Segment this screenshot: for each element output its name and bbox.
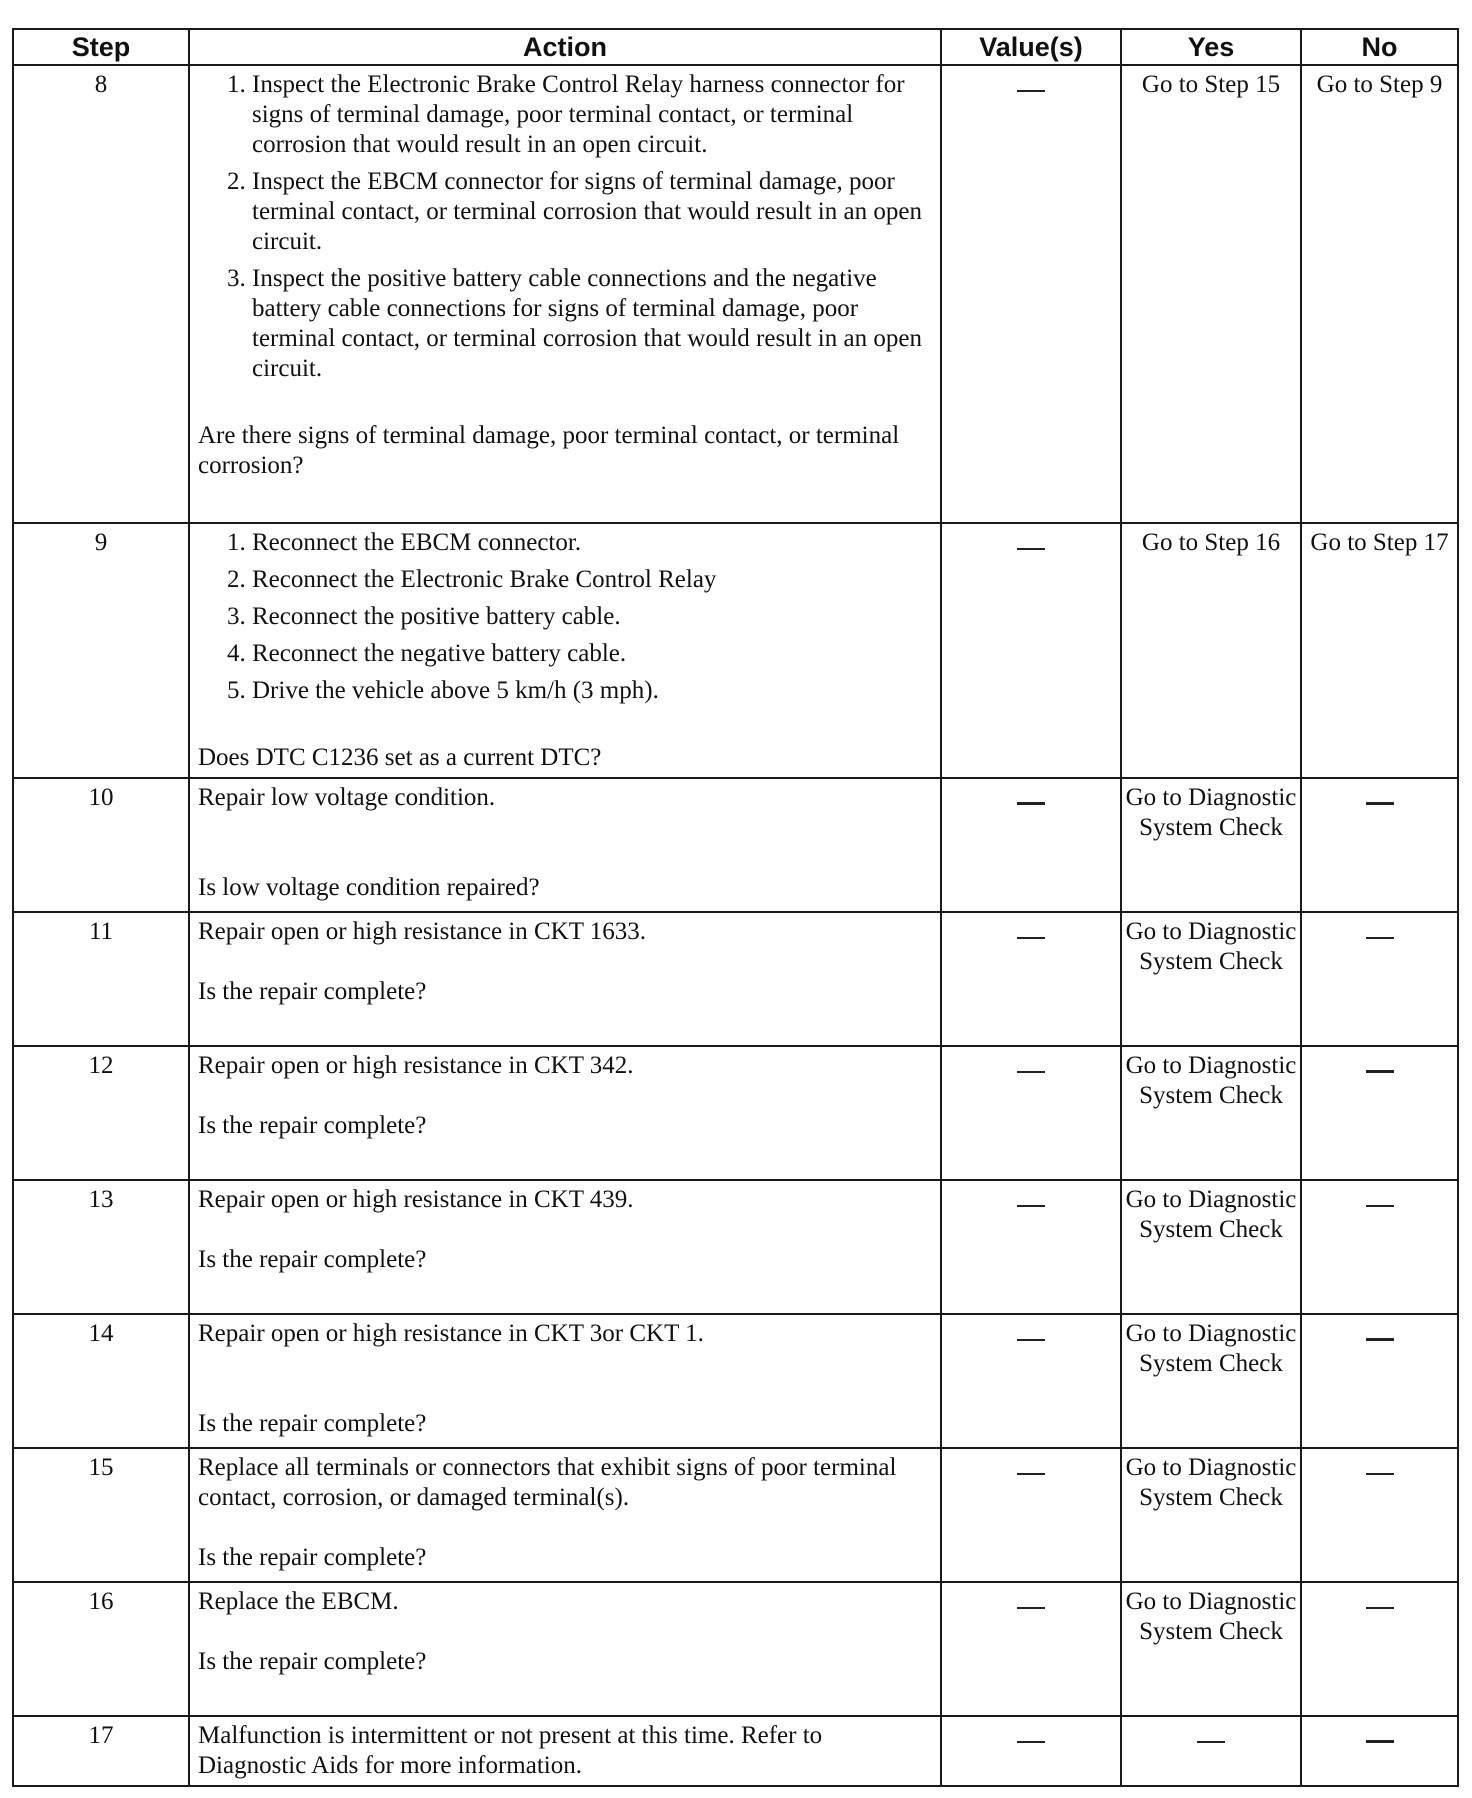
no-cell — [1301, 1180, 1458, 1314]
dash-mark — [1366, 1205, 1394, 1207]
table-row — [13, 523, 1458, 778]
column-header-no: No — [1301, 29, 1458, 65]
table-row — [13, 778, 1458, 912]
yes-cell: Go to Diagnostic System Check — [1121, 1582, 1301, 1716]
value-cell — [941, 1314, 1121, 1448]
value-cell — [941, 778, 1121, 912]
step-number: 14 — [13, 1314, 189, 1448]
question-text: Is low voltage condition repaired? — [198, 874, 540, 901]
question-text: Is the repair complete? — [198, 1112, 427, 1139]
table-row — [13, 65, 1458, 523]
step-number: 8 — [13, 65, 189, 523]
dash-mark — [1017, 1071, 1045, 1073]
list-item: 2. Reconnect the Electronic Brake Control Relay — [252, 565, 932, 595]
action-text: Malfunction is intermittent or not present at this time. Refer to Diagnostic Aids for more information. — [198, 1722, 823, 1779]
step-number: 17 — [13, 1716, 189, 1786]
question-text: Is the repair complete? — [198, 978, 427, 1005]
action-cell — [189, 1716, 941, 1786]
dash-mark — [1366, 937, 1394, 939]
action-text: Replace the EBCM. — [198, 1588, 399, 1615]
yes-cell: Go to Diagnostic System Check — [1121, 912, 1301, 1046]
action-cell — [189, 523, 941, 778]
no-cell — [1301, 912, 1458, 1046]
step-number: 12 — [13, 1046, 189, 1180]
action-list — [198, 528, 932, 706]
dash-mark — [1366, 1070, 1394, 1073]
action-cell — [189, 65, 941, 523]
step-number: 9 — [13, 523, 189, 778]
question-text: Is the repair complete? — [198, 1544, 427, 1571]
step-number: 10 — [13, 778, 189, 912]
dash-mark — [1366, 802, 1394, 805]
no-cell — [1301, 778, 1458, 912]
list-item: 3. Reconnect the positive battery cable. — [252, 602, 932, 632]
action-text: Replace all terminals or connectors that exhibit signs of poor terminal contact, corrosion, or damaged terminal(s). — [198, 1454, 897, 1511]
table-row — [13, 1180, 1458, 1314]
yes-cell: Go to Diagnostic System Check — [1121, 1046, 1301, 1180]
list-item: 5. Drive the vehicle above 5 km/h (3 mph). — [252, 676, 932, 706]
table-row — [13, 1314, 1458, 1448]
no-cell — [1301, 1448, 1458, 1582]
yes-cell: Go to Diagnostic System Check — [1121, 778, 1301, 912]
action-cell — [189, 1448, 941, 1582]
list-item: 4. Reconnect the negative battery cable. — [252, 639, 932, 669]
question-text: Does DTC C1236 set as a current DTC? — [198, 744, 602, 771]
list-item: 3. Inspect the positive battery cable connections and the negative battery cable connections for signs of terminal damage, poor terminal contact, or terminal corrosion that would result in an open circuit. — [252, 264, 932, 384]
yes-cell: Go to Step 15 — [1121, 65, 1301, 523]
dash-mark — [1017, 1607, 1045, 1609]
dash-mark — [1017, 1741, 1045, 1743]
action-text: Repair open or high resistance in CKT 3or CKT 1. — [198, 1320, 704, 1347]
diagnostic-table — [12, 28, 1459, 1787]
value-cell — [941, 912, 1121, 1046]
action-cell — [189, 1314, 941, 1448]
no-cell — [1301, 1716, 1458, 1786]
dash-mark — [1366, 1740, 1394, 1743]
action-cell — [189, 778, 941, 912]
dash-mark — [1017, 1205, 1045, 1207]
yes-cell: Go to Diagnostic System Check — [1121, 1314, 1301, 1448]
action-cell — [189, 1180, 941, 1314]
yes-cell: Go to Step 16 — [1121, 523, 1301, 778]
action-cell — [189, 1582, 941, 1716]
table-row — [13, 1046, 1458, 1180]
column-header-yes: Yes — [1121, 29, 1301, 65]
yes-cell — [1121, 1716, 1301, 1786]
value-cell — [941, 1716, 1121, 1786]
action-text: Repair open or high resistance in CKT 342. — [198, 1052, 634, 1079]
column-header-action: Action — [189, 29, 941, 65]
no-cell: Go to Step 9 — [1301, 65, 1458, 523]
value-cell — [941, 1180, 1121, 1314]
value-cell — [941, 1046, 1121, 1180]
table-row — [13, 912, 1458, 1046]
value-cell — [941, 1448, 1121, 1582]
no-cell — [1301, 1046, 1458, 1180]
column-header-values: Value(s) — [941, 29, 1121, 65]
question-text: Is the repair complete? — [198, 1648, 427, 1675]
question-text: Is the repair complete? — [198, 1410, 427, 1437]
no-cell — [1301, 1582, 1458, 1716]
action-cell — [189, 912, 941, 1046]
dash-mark — [1017, 90, 1045, 92]
table-row — [13, 1448, 1458, 1582]
value-cell — [941, 65, 1121, 523]
dash-mark — [1017, 548, 1045, 550]
dash-mark — [1197, 1741, 1225, 1743]
question-text: Is the repair complete? — [198, 1246, 427, 1273]
dash-mark — [1366, 1607, 1394, 1609]
no-cell — [1301, 1314, 1458, 1448]
dash-mark — [1017, 802, 1045, 805]
yes-cell: Go to Diagnostic System Check — [1121, 1448, 1301, 1582]
step-number: 13 — [13, 1180, 189, 1314]
step-number: 16 — [13, 1582, 189, 1716]
step-number: 11 — [13, 912, 189, 1046]
table-row — [13, 1582, 1458, 1716]
list-item: 2. Inspect the EBCM connector for signs of terminal damage, poor terminal contact, or terminal corrosion that would result in an open circuit. — [252, 167, 932, 257]
dash-mark — [1366, 1473, 1394, 1475]
action-text: Repair open or high resistance in CKT 1633. — [198, 918, 647, 945]
action-text: Repair low voltage condition. — [198, 784, 496, 811]
yes-cell: Go to Diagnostic System Check — [1121, 1180, 1301, 1314]
header-row — [13, 29, 1458, 65]
action-list — [198, 70, 932, 384]
step-number: 15 — [13, 1448, 189, 1582]
dash-mark — [1366, 1338, 1394, 1341]
value-cell — [941, 1582, 1121, 1716]
dash-mark — [1017, 1473, 1045, 1475]
no-cell: Go to Step 17 — [1301, 523, 1458, 778]
list-item: 1. Inspect the Electronic Brake Control Relay harness connector for signs of terminal damage, poor terminal contact, or terminal corrosion that would result in an open circuit. — [252, 70, 932, 160]
action-text: Repair open or high resistance in CKT 439. — [198, 1186, 634, 1213]
dash-mark — [1017, 937, 1045, 939]
dash-mark — [1017, 1339, 1045, 1341]
action-cell — [189, 1046, 941, 1180]
question-text: Are there signs of terminal damage, poor terminal contact, or terminal corrosion? — [198, 422, 900, 479]
table-row — [13, 1716, 1458, 1786]
column-header-step: Step — [13, 29, 189, 65]
list-item: 1. Reconnect the EBCM connector. — [252, 528, 932, 558]
value-cell — [941, 523, 1121, 778]
